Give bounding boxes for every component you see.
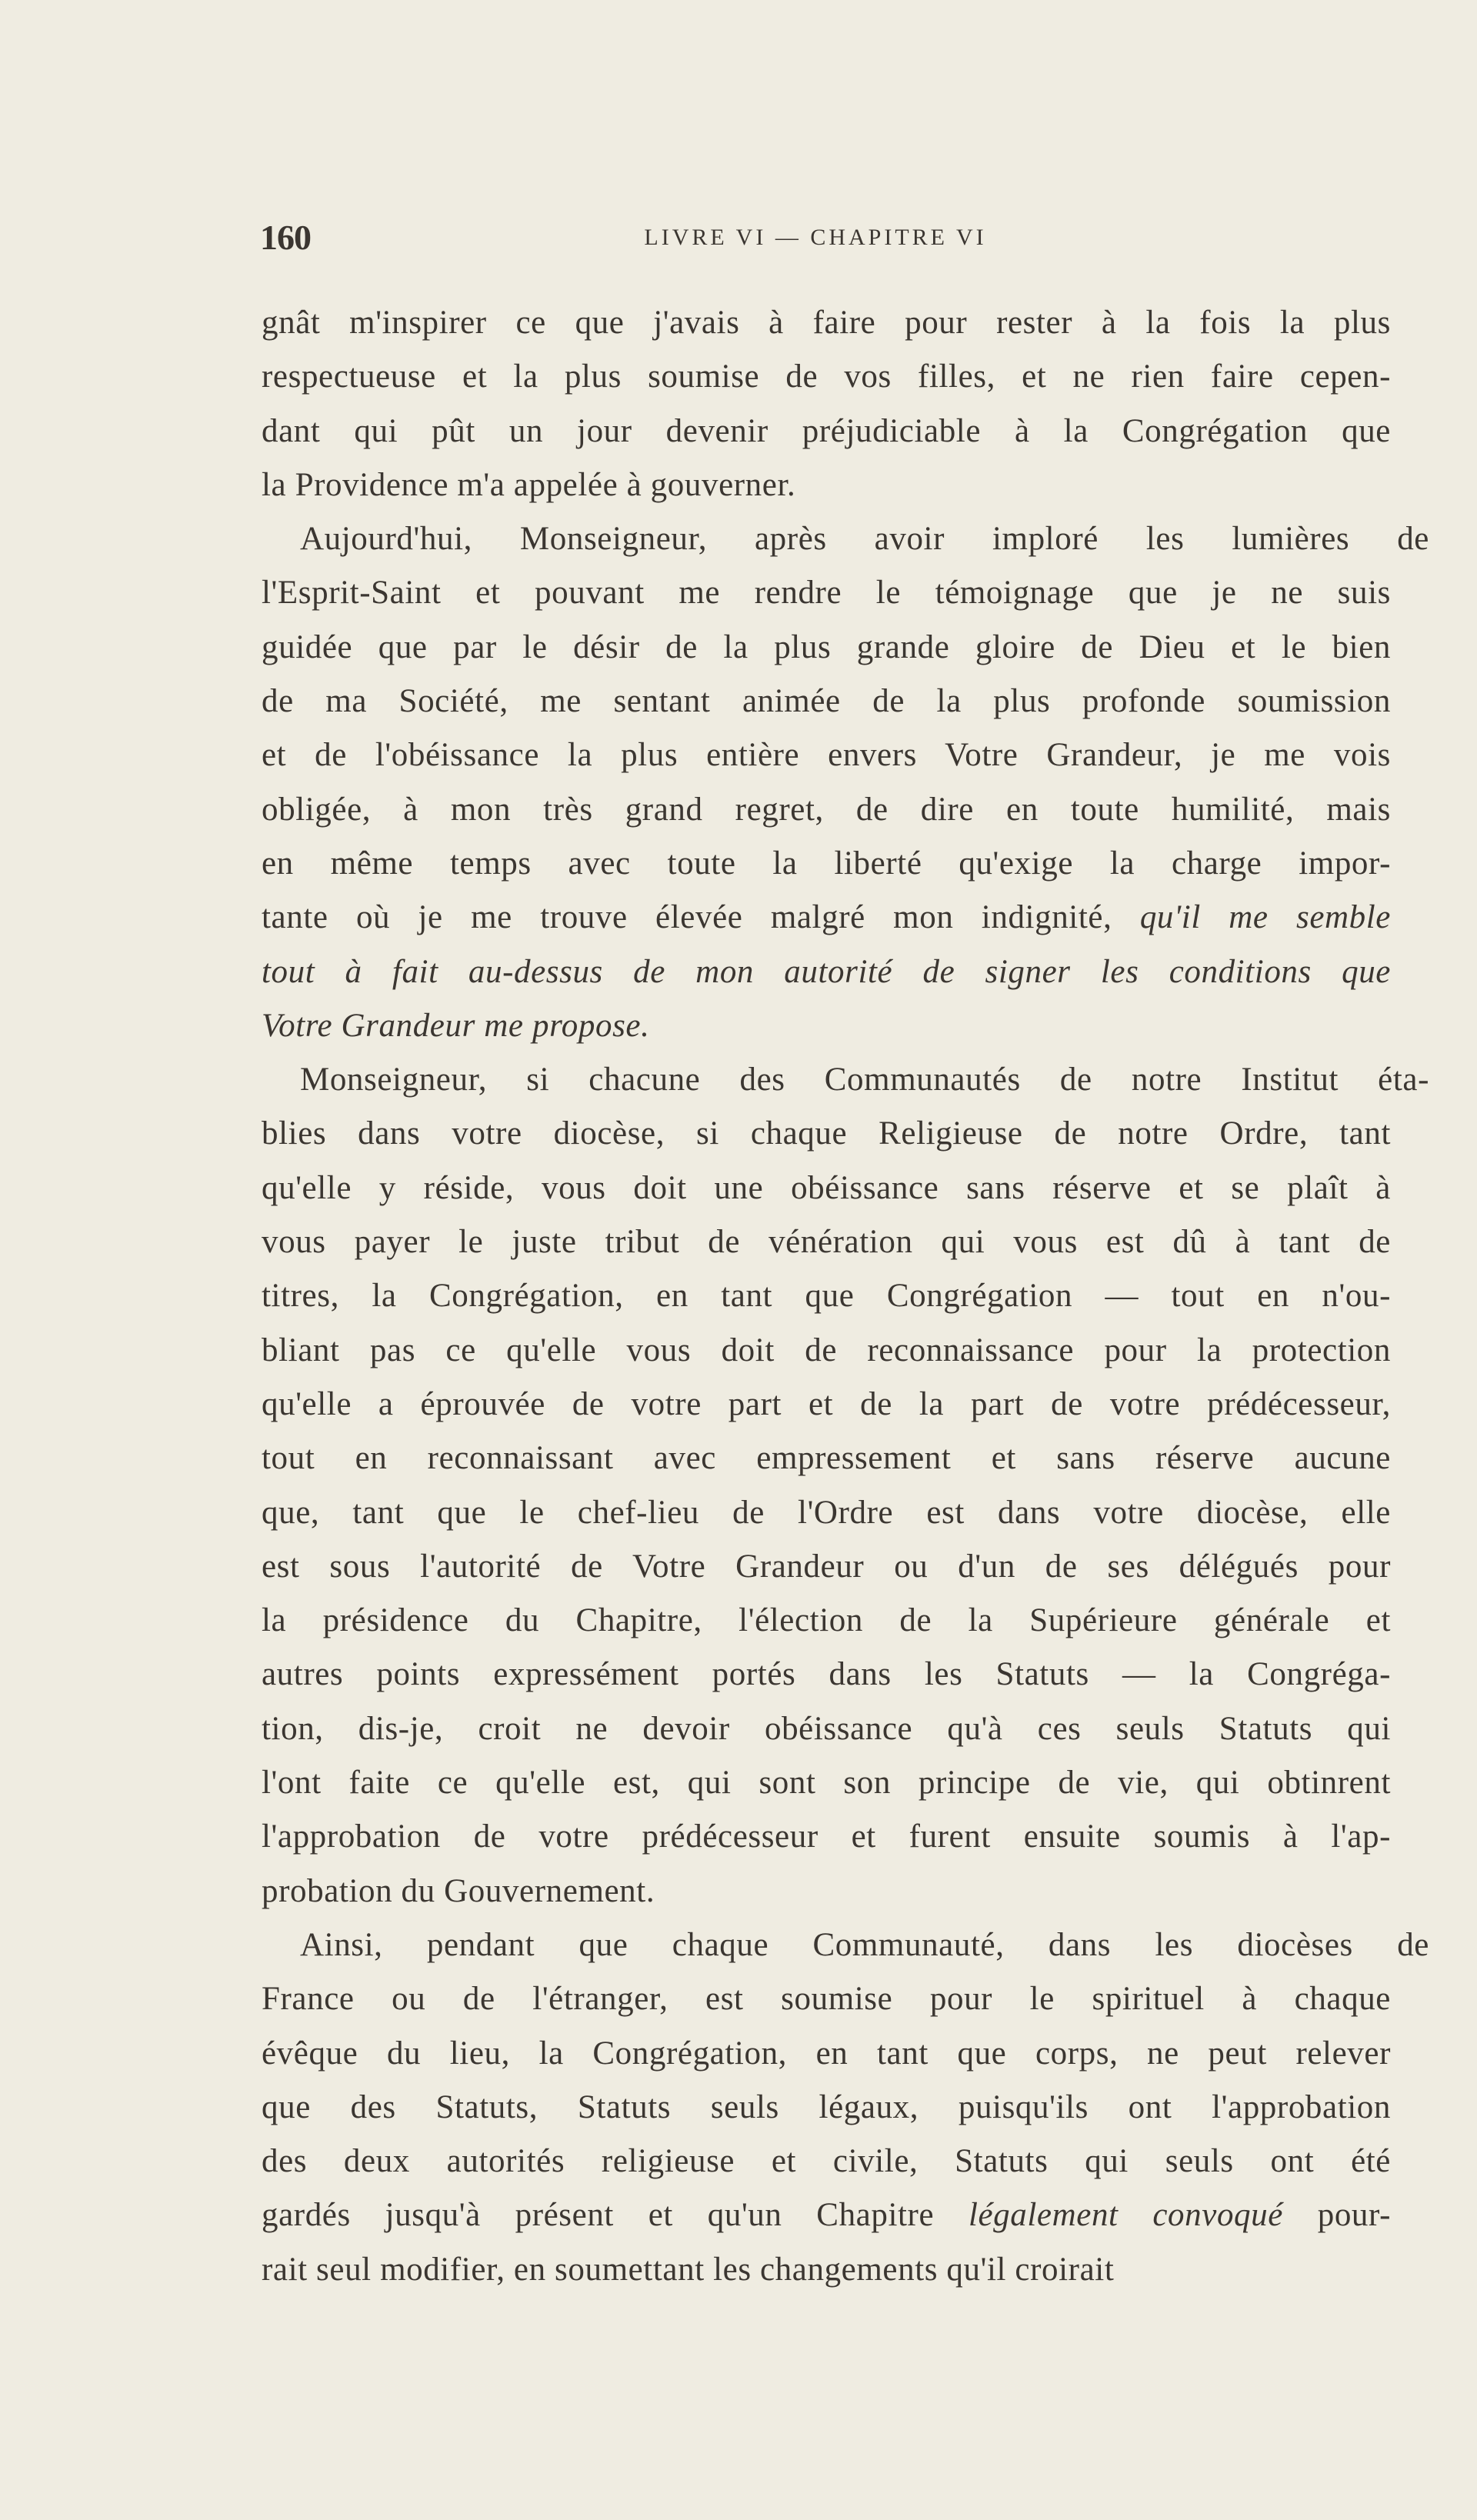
text-line — [262, 783, 1391, 837]
text-line — [262, 945, 1391, 999]
text-line — [262, 1810, 1391, 1864]
text-line — [262, 458, 1391, 512]
text-line — [262, 621, 1391, 675]
text-segment: blies dans votre diocèse, si chaque Religieuse de notre Ordre, tant — [262, 1115, 1391, 1152]
text-segment: Ainsi, pendant que chaque Communauté, dans les diocèses de — [300, 1926, 1429, 1963]
italic-text: légalement convoqué — [968, 2197, 1283, 2234]
text-line — [262, 1648, 1391, 1702]
text-line — [262, 1432, 1391, 1485]
text-line — [262, 1594, 1391, 1648]
text-segment: évêque du lieu, la Congrégation, en tant que corps, ne peut relever — [262, 2035, 1391, 2072]
text-line — [262, 837, 1391, 891]
text-segment: l'approbation de votre prédécesseur et furent ensuite soumis à l'ap- — [262, 1818, 1391, 1855]
text-line — [262, 891, 1391, 945]
paragraph — [262, 296, 1391, 512]
text-segment: et de l'obéissance la plus entière envers Votre Grandeur, je me vois — [262, 737, 1391, 774]
text-segment: autres points expressément portés dans les Statuts — la Congréga- — [262, 1656, 1391, 1693]
text-segment: la Providence m'a appelée à gouverner. — [262, 466, 796, 503]
paragraph — [262, 1918, 1429, 2297]
text-line — [262, 1918, 1429, 1972]
text-segment: de ma Société, me sentant animée de la plus profonde soumission — [262, 683, 1391, 720]
text-segment: tante où je me trouve élevée malgré mon indignité, — [262, 899, 1140, 936]
text-segment: obligée, à mon très grand regret, de dire en toute humilité, mais — [262, 791, 1391, 828]
text-segment: en même temps avec toute la liberté qu'exige la charge impor- — [262, 845, 1391, 882]
paragraph — [262, 1053, 1429, 1918]
text-segment: Monseigneur, si chacune des Communautés de notre Institut éta- — [300, 1062, 1429, 1098]
text-line — [262, 1486, 1391, 1540]
text-segment: pour- — [1282, 2197, 1391, 2234]
page-number: 160 — [260, 218, 311, 257]
text-line — [262, 728, 1391, 782]
text-segment: Aujourd'hui, Monseigneur, après avoir imploré les lumières de — [300, 521, 1429, 558]
text-segment: France ou de l'étranger, est soumise pour le spirituel à chaque — [262, 1981, 1391, 2018]
text-segment: est sous l'autorité de Votre Grandeur ou d'un de ses délégués pour — [262, 1548, 1391, 1585]
text-line — [262, 2081, 1391, 2135]
text-segment: gardés jusqu'à présent et qu'un Chapitre — [262, 2197, 969, 2234]
text-segment: probation du Gouvernement. — [262, 1872, 655, 1909]
text-line — [262, 1702, 1391, 1756]
text-segment: bliant pas ce qu'elle vous doit de reconnaissance pour la protection — [262, 1332, 1391, 1368]
italic-text: Votre Grandeur me propose. — [262, 1007, 650, 1044]
text-segment: titres, la Congrégation, en tant que Congrégation — tout en n'ou- — [262, 1278, 1391, 1315]
text-segment: que des Statuts, Statuts seuls légaux, puisqu'ils ont l'approbation — [262, 2088, 1391, 2125]
italic-text: tout à fait au-dessus de mon autorité de signer les conditions que — [262, 953, 1391, 990]
text-line — [262, 1107, 1391, 1161]
text-line — [262, 1215, 1391, 1269]
text-segment: des deux autorités religieuse et civile, Statuts qui seuls ont été — [262, 2143, 1391, 2180]
text-segment: qu'elle y réside, vous doit une obéissance sans réserve et se plaît à — [262, 1169, 1391, 1206]
text-segment: dant qui pût un jour devenir préjudiciable à la Congrégation que — [262, 412, 1391, 449]
text-segment: tion, dis-je, croit ne devoir obéissance qu'à ces seuls Statuts qui — [262, 1710, 1391, 1747]
text-line — [262, 1756, 1391, 1810]
text-segment: qu'elle a éprouvée de votre part et de la part de votre prédécesseur, — [262, 1385, 1391, 1422]
body-text — [262, 296, 1429, 2297]
text-line — [262, 512, 1429, 566]
text-line — [262, 1324, 1391, 1378]
running-head: LIVRE VI — CHAPITRE VI — [644, 225, 987, 250]
text-line — [262, 566, 1391, 620]
text-segment: gnât m'inspirer ce que j'avais à faire pour rester à la fois la plus — [262, 305, 1391, 341]
text-segment: guidée que par le désir de la plus grande gloire de Dieu et le bien — [262, 628, 1391, 665]
text-line — [262, 2135, 1391, 2188]
text-line — [262, 1269, 1391, 1323]
text-segment: l'Esprit-Saint et pouvant me rendre le témoignage que je ne suis — [262, 575, 1391, 612]
text-line — [262, 1540, 1391, 1594]
text-line — [262, 350, 1391, 404]
italic-text: qu'il me semble — [1139, 899, 1391, 936]
text-line — [262, 2027, 1391, 2081]
text-segment: vous payer le juste tribut de vénération qui vous est dû à tant de — [262, 1224, 1391, 1261]
text-segment: que, tant que le chef-lieu de l'Ordre est dans votre diocèse, elle — [262, 1494, 1391, 1531]
paragraph — [262, 512, 1429, 1053]
text-segment: respectueuse et la plus soumise de vos filles, et ne rien faire cepen- — [262, 358, 1391, 395]
text-segment: rait seul modifier, en soumettant les changements qu'il croirait — [262, 2251, 1115, 2288]
text-line — [262, 1162, 1391, 1215]
text-line — [262, 1378, 1391, 1432]
text-line — [262, 1053, 1429, 1107]
text-line — [262, 2243, 1391, 2297]
text-line — [262, 405, 1391, 458]
text-line — [262, 675, 1391, 728]
text-segment: l'ont faite ce qu'elle est, qui sont son principe de vie, qui obtinrent — [262, 1765, 1391, 1802]
text-line — [262, 1865, 1391, 1918]
text-segment: tout en reconnaissant avec empressement et sans réserve aucune — [262, 1440, 1391, 1477]
text-line — [262, 1972, 1391, 2026]
text-line — [262, 2188, 1391, 2242]
text-line — [262, 296, 1391, 350]
text-line — [262, 999, 1391, 1053]
text-segment: la présidence du Chapitre, l'élection de la Supérieure générale et — [262, 1602, 1391, 1639]
